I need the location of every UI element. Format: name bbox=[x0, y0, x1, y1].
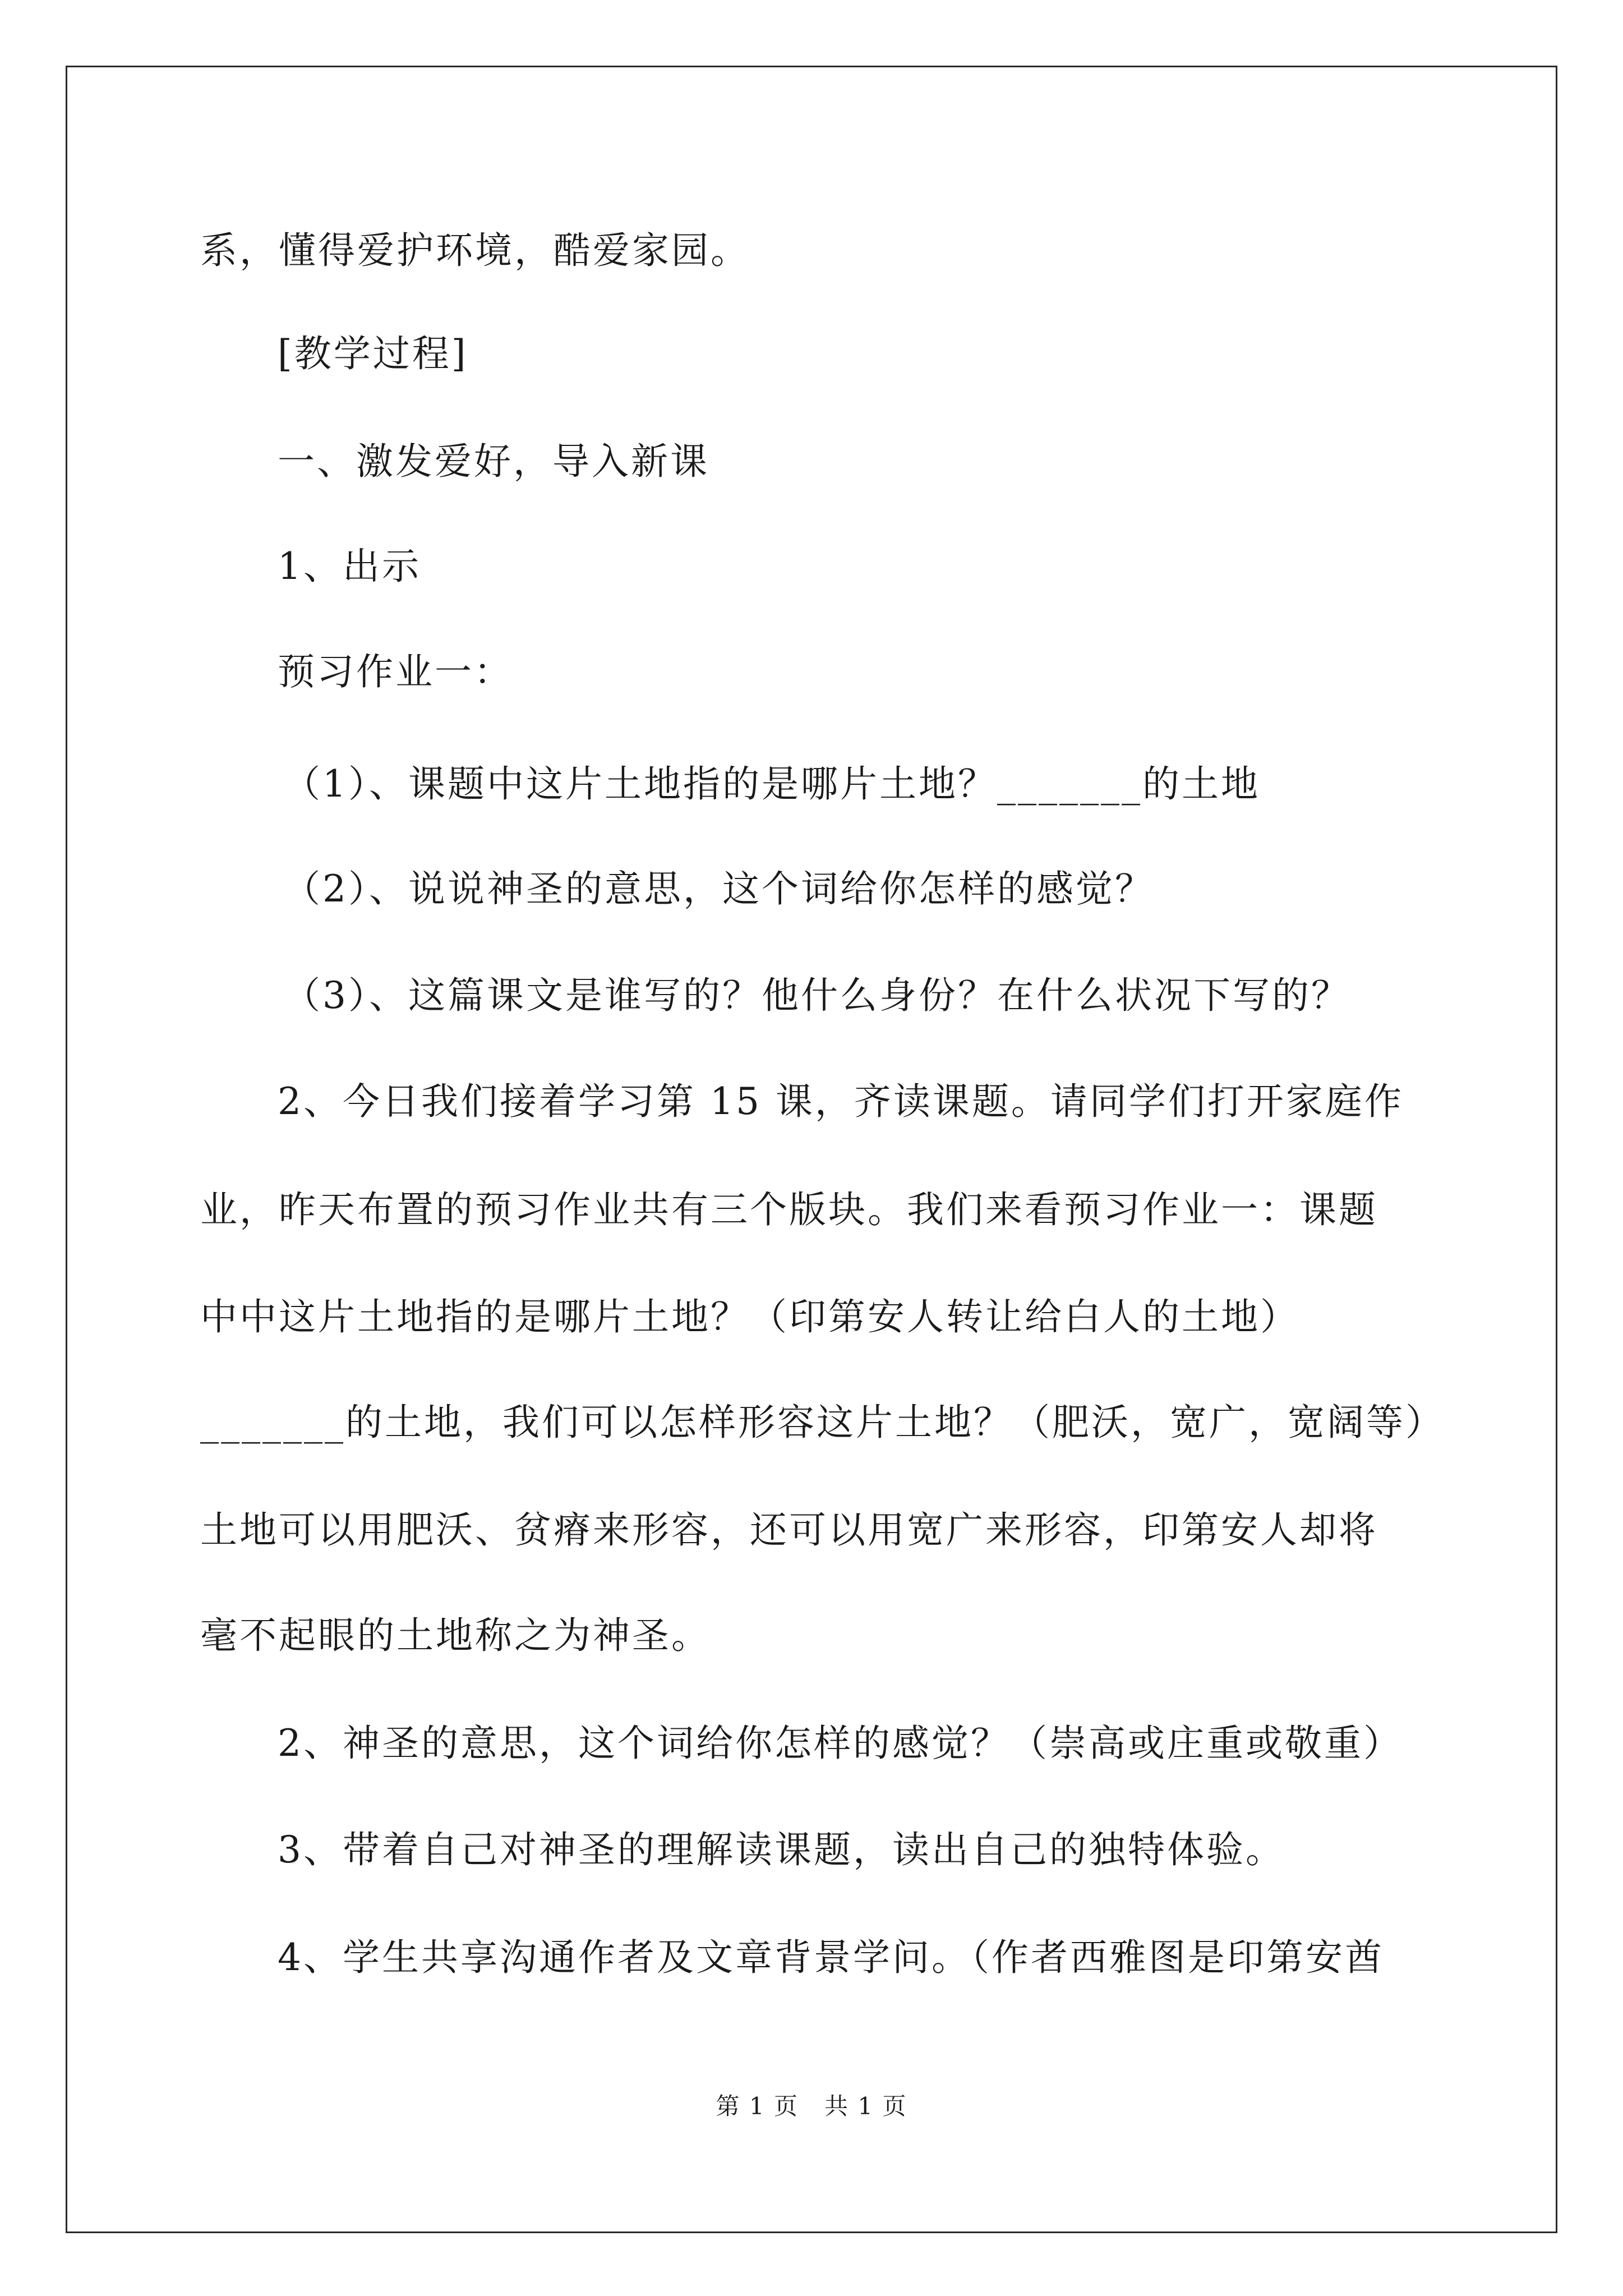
paragraph-item-2: 2、神圣的意思，这个词给你怎样的感觉？（崇高或庄重或敬重） bbox=[278, 1722, 1403, 1765]
preview-homework-title: 预习作业一： bbox=[278, 650, 513, 693]
paragraph-item-4: 4、学生共享沟通作者及文章背景学问。（作者西雅图是印第安酋 bbox=[278, 1936, 1384, 1979]
paragraph-line-1: 系，懂得爱护环境，酷爱家园。 bbox=[200, 229, 750, 272]
page-border bbox=[66, 66, 1557, 2233]
paragraph-line-2-cont-5: 毫不起眼的土地称之为神圣。 bbox=[200, 1614, 711, 1657]
paragraph-line-2-cont-4: 土地可以用肥沃、贫瘠来形容，还可以用宽广来形容，印第安人却将 bbox=[200, 1508, 1378, 1552]
paragraph-line-2-start: 2、今日我们接着学习第 15 课，齐读课题。请同学们打开家庭作 bbox=[278, 1080, 1404, 1123]
list-item-show: 1、出示 bbox=[278, 545, 421, 588]
paragraph-item-3: 3、带着自己对神圣的理解读课题，读出自己的独特体验。 bbox=[278, 1828, 1285, 1871]
paragraph-line-2-cont-1: 业，昨天布置的预习作业共有三个版块。我们来看预习作业一：课题 bbox=[200, 1188, 1378, 1231]
paragraph-line-2-cont-2: 中中这片土地指的是哪片土地？（印第安人转让给白人的土地） bbox=[200, 1295, 1299, 1338]
step-heading-1: 一、激发爱好，导入新课 bbox=[278, 440, 709, 483]
section-heading-teaching-process: [教学过程] bbox=[278, 332, 468, 375]
question-2: （2）、说说神圣的意思，这个词给你怎样的感觉？ bbox=[283, 867, 1154, 910]
paragraph-line-2-cont-3: _______的土地，我们可以怎样形容这片土地？（肥沃，宽广，宽阔等） bbox=[200, 1401, 1445, 1444]
question-3: （3）、这篇课文是谁写的？他什么身份？在什么状况下写的？ bbox=[283, 974, 1350, 1017]
question-1: （1）、课题中这片土地指的是哪片土地？_______的土地 bbox=[283, 762, 1260, 806]
page-number-footer: 第 1 页 共 1 页 bbox=[716, 2092, 907, 2120]
